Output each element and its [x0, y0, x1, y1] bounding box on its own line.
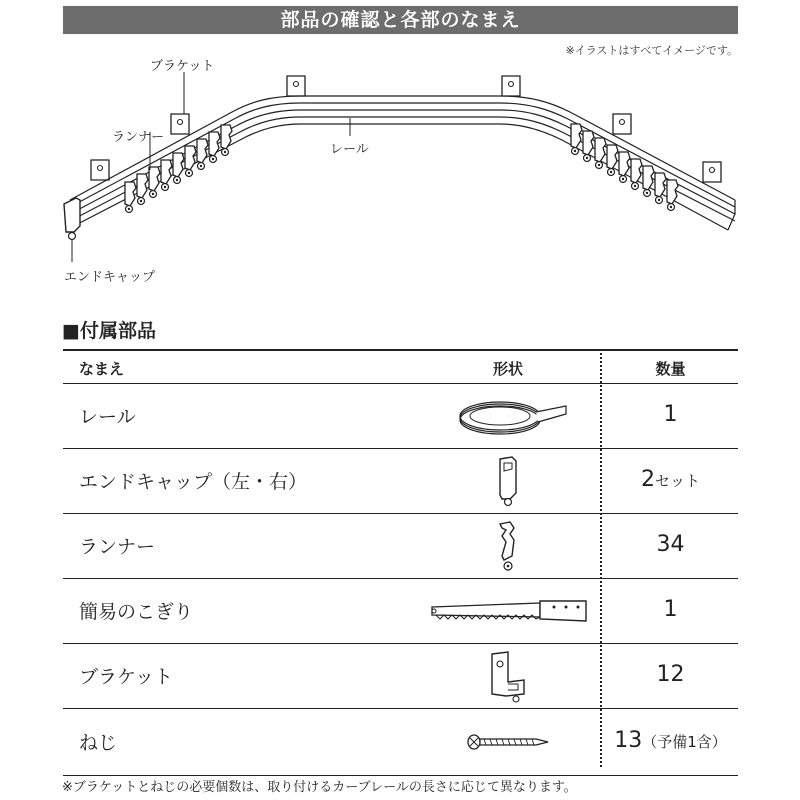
rail-assembly-diagram	[0, 0, 800, 300]
bracket-icon	[486, 650, 530, 704]
parts-table	[63, 349, 738, 776]
footnote: ※ブラケットとねじの必要個数は、取り付けるカーブレールの長さに応じて異なります。	[62, 780, 577, 795]
part-name: ねじ	[79, 732, 118, 754]
column-divider	[600, 349, 602, 767]
bracket-label: ブラケット	[150, 59, 215, 74]
table-row	[63, 384, 738, 448]
end-cap-label: エンドキャップ	[64, 270, 156, 285]
part-quantity: 12	[656, 662, 685, 687]
bracket-icon	[502, 76, 520, 96]
screw-icon	[466, 729, 550, 755]
runner-icon	[571, 124, 678, 211]
bracket-icon	[91, 160, 109, 180]
quantity-suffix: セット	[654, 472, 700, 490]
illustration-note: ※イラストはすべてイメージです。	[565, 44, 738, 57]
quantity-suffix: （予備1含）	[642, 733, 727, 751]
table-header	[63, 349, 738, 384]
part-quantity: 34	[656, 532, 685, 557]
part-quantity: 1	[663, 597, 678, 622]
section-title: ■付属部品	[62, 320, 156, 342]
part-name: 簡易のこぎり	[79, 601, 194, 623]
header-quantity: 数量	[655, 360, 686, 378]
header-name: なまえ	[79, 360, 125, 378]
part-name: エンドキャップ（左・右）	[79, 471, 308, 493]
runner-icon	[488, 520, 528, 574]
bracket-icon	[613, 114, 631, 134]
part-quantity: 1	[663, 402, 678, 427]
header-shape: 形状	[492, 360, 523, 378]
end-cap-icon	[488, 455, 528, 507]
table-row	[63, 513, 738, 578]
runner-label: ランナー	[112, 130, 165, 145]
part-name: レール	[79, 406, 136, 428]
part-quantity: 2	[640, 467, 655, 492]
saw-icon	[426, 597, 590, 625]
rail-label: レール	[330, 142, 369, 157]
table-row	[63, 578, 738, 643]
page-header: 部品の確認と各部のなまえ	[63, 6, 738, 34]
end-cap-icon	[64, 198, 80, 240]
part-quantity: 13	[614, 728, 643, 753]
rail-coil-icon	[448, 392, 568, 440]
bracket-icon	[703, 162, 721, 182]
part-name: ランナー	[79, 536, 156, 558]
bracket-icon	[287, 76, 305, 96]
table-row	[63, 708, 738, 776]
bracket-icon	[171, 114, 189, 134]
part-name: ブラケット	[79, 666, 174, 688]
table-row	[63, 448, 738, 513]
table-row	[63, 643, 738, 708]
